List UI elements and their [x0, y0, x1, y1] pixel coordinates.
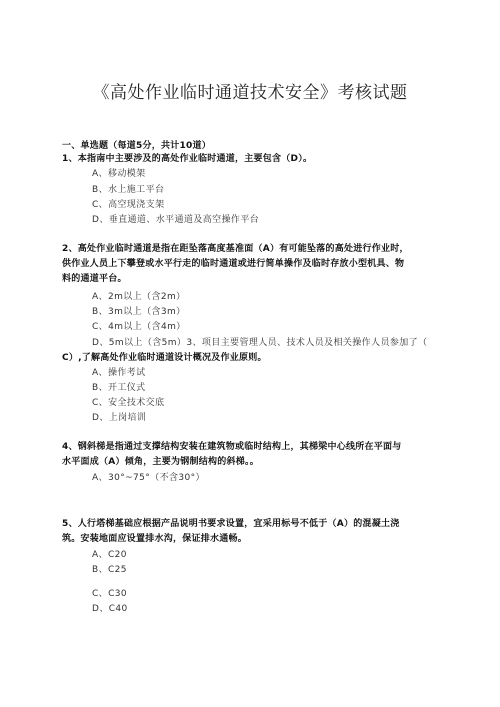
question-3-text: C）,了解高处作业临时通道设计概况及作业原则。: [62, 353, 267, 363]
question-5-option-d: D、C40: [92, 604, 128, 614]
question-2-option-b: B、3m以上（含3m）: [92, 307, 186, 317]
question-3-option-c: C、安全技术交底: [92, 398, 165, 408]
question-5-option-a: A、C20: [92, 550, 127, 560]
question-3-option-a: A、操作考试: [92, 368, 146, 378]
question-1-option-a: A、移动模架: [92, 169, 146, 179]
question-1-option-d: D、垂直通道、水平通道及高空操作平台: [92, 215, 260, 225]
question-5-option-c: C、C30: [92, 589, 128, 599]
question-2-text-line-1: 2、高处作业临时通道是指在距坠落高度基准面（A）有可能坠落的高处进行作业时，: [62, 244, 409, 254]
question-2-text-line-3: 料的通道平台。: [62, 274, 127, 284]
question-1-text: 1、本指南中主要涉及的高处作业临时通道，主要包含（D）。: [62, 154, 313, 164]
question-3-option-d: D、上岗培训: [92, 413, 147, 423]
question-2-option-c: C、4m以上（含4m）: [92, 322, 186, 332]
question-5-text-line-2: 筑。安装地面应设置排水沟，保证排水通畅。: [62, 534, 248, 544]
question-4-text-line-2: 水平面成（A）倾角，主要为钢制结构的斜梯。。: [62, 457, 259, 467]
question-4-text-line-1: 4、钢斜梯是指通过支撑结构安装在建筑物或临时结构上，其梯梁中心线所在平面与: [62, 442, 402, 452]
question-1-option-c: C、高空现浇支架: [92, 200, 165, 210]
question-2-option-a: A、2m以上（含2m）: [92, 292, 186, 302]
question-5-text-line-1: 5、人行塔梯基础应根据产品说明书要求设置，宜采用标号不低于（A）的混凝土浇: [62, 519, 400, 529]
question-5-option-b: B、C25: [92, 565, 127, 575]
question-2-text-line-2: 供作业人员上下攀登或水平行走的临时通道或进行简单操作及临时存放小型机具、物: [62, 259, 405, 269]
question-3-option-b: B、开工仪式: [92, 383, 146, 393]
question-2-option-d: D、5m以上（含5m）3、项目主要管理人员、技术人员及相关操作人员参加了（: [92, 338, 428, 348]
question-4-option-a: A、30°~75°（不含30°）: [92, 473, 205, 483]
question-1-option-b: B、水上施工平台: [92, 185, 165, 195]
document-title: 《高处作业临时通道技术安全》考核试题: [92, 83, 408, 103]
section-heading: 一、单选题（每道5分，共计10道）: [62, 141, 212, 151]
